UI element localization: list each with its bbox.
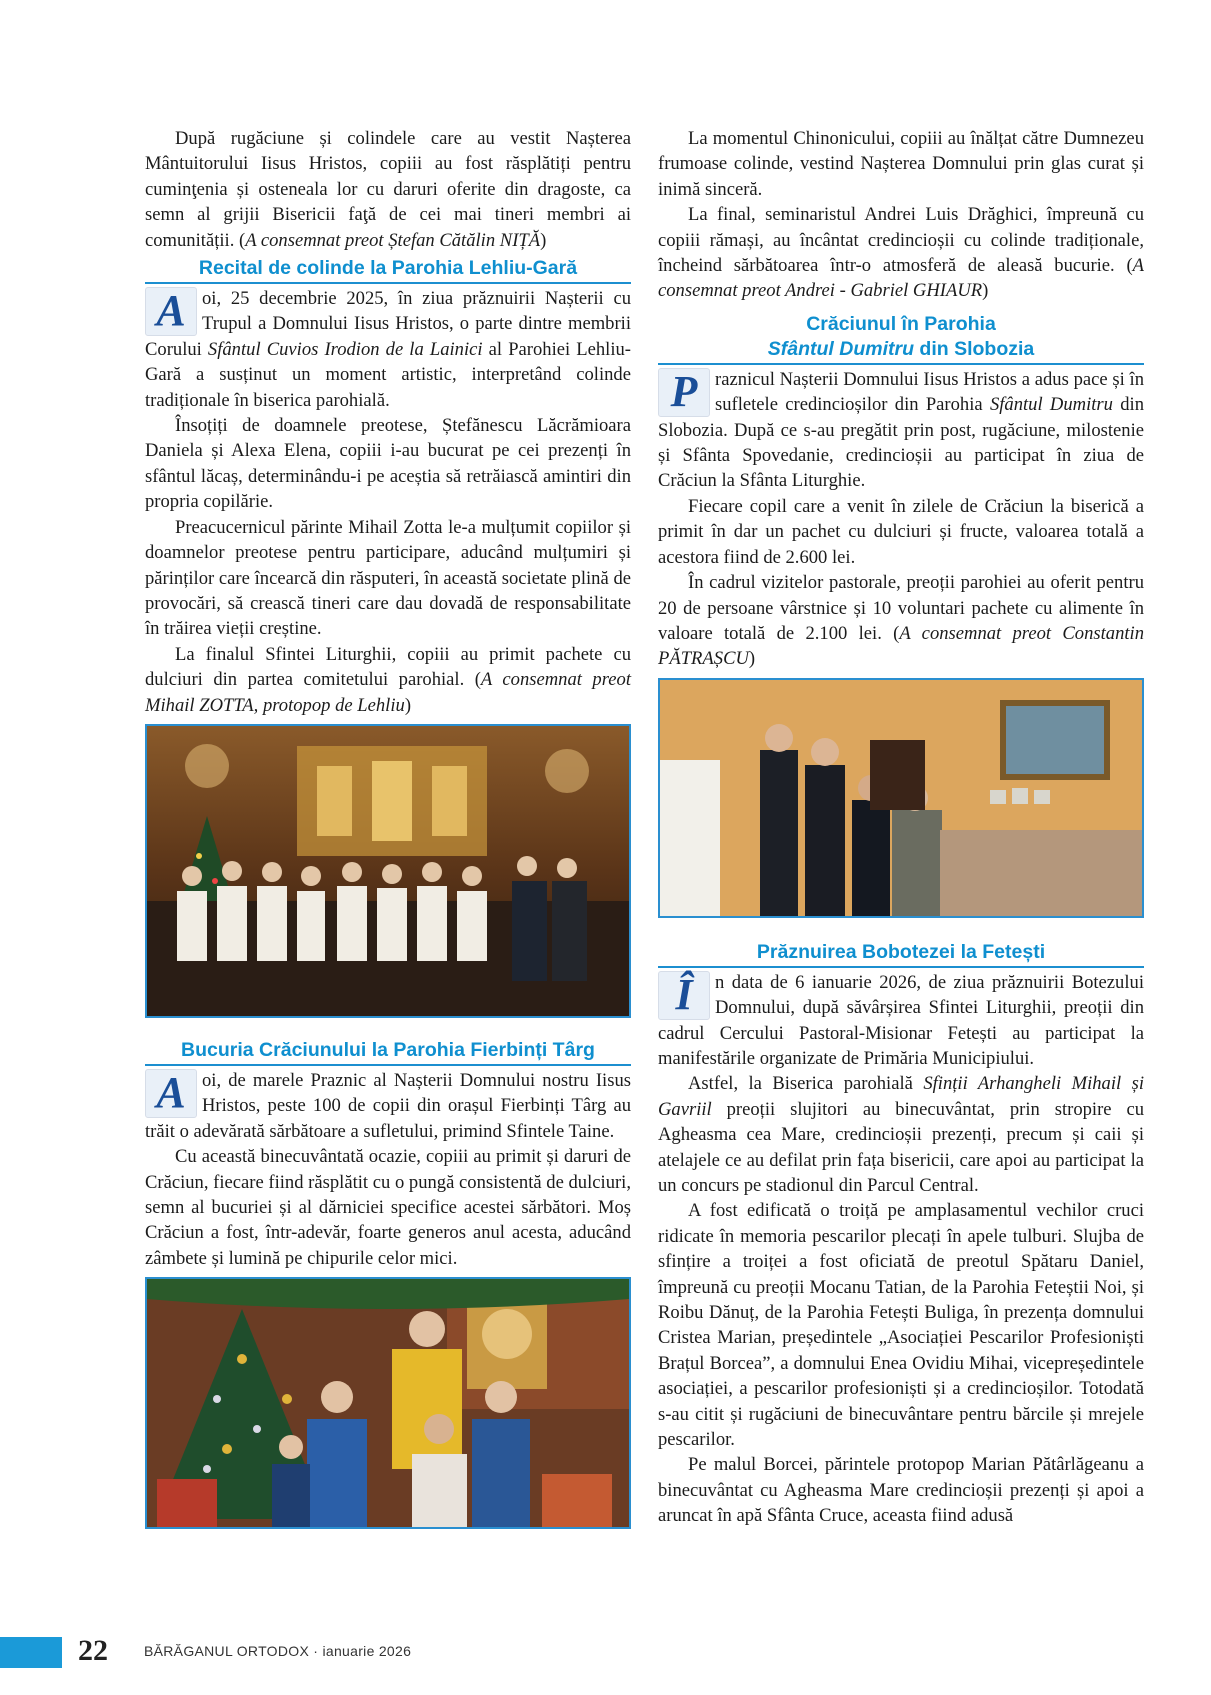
signature: A consemnat preot Constantin PĂTRAȘCU bbox=[658, 622, 1144, 670]
right-column bbox=[658, 126, 1144, 1529]
drop-cap: A bbox=[145, 287, 197, 336]
article-paragraph: Cu această binecuvântată ocazie, copiii au primit și daruri de Crăciun, fiecare fiind răsplătit cu o pungă consistentă de dulciuri, semn al bucuriei și al dărniciei specifice acestei sărbători. Moș Crăciun a fost, într-adevăr, foarte generos anul acesta, aducând zâmbete și lumină pe chipurile celor mici. bbox=[145, 1146, 631, 1269]
article-fierbinti bbox=[145, 1068, 631, 1271]
article-paragraph: Astfel, la Biserica parohială Sfinții Arhangheli Mihail și Gavriil preoții slujitori au binecuvântat, prin stropire cu Agheasma cea Mare, credincioșii prezenți, precum și caii și atelajele ce au defilat prin fața bisericii, care apoi au participat la un concurs pe stadionul din Parcul Central. bbox=[658, 1073, 1144, 1196]
drop-cap: P bbox=[658, 368, 710, 417]
signature: A consemnat preot Mihail ZOTTA, protopop de Lehliu bbox=[145, 669, 631, 716]
article-paragraph: Fiecare copil care a venit în zilele de Crăciun la biserică a primit în dar un pachet cu dulciuri și fructe, valoarea totală a acestora fiind de 2.600 lei. bbox=[658, 495, 1144, 568]
article-paragraph: A fost edificată o troiță pe amplasamentul vechilor cruci ridicate în memoria pescarilor plecați în apele tulburi. Slujba de sfințire a troiței a fost oficiată de preotul Spătaru Daniel, împreună cu preoții Mocanu Tatian, de la Parohia Feteștii Noi, și Roibu Dănuț, de la Parohia Fetești Buliga, în prezența domnului Cristea Marian, președintele „Asociației Pescarilor Profesioniști Brațul Borcea”, a domnului Enea Ovidiu Mihai, vicepreședintele asociației, a pescarilor profesioniști și a credincioșilor. Totodată s-au citit și rugăciuni de binecuvântare pentru bărcile și mrejele pescarilor. bbox=[658, 1200, 1144, 1451]
article-paragraph: oi, de marele Praznic al Nașterii Domnului nostru Iisus Hristos, peste 100 de copii din orașul Fierbinți Târg au trăit o adevărată sărbătoare a sufletului, primind Sfintele Taine. bbox=[145, 1069, 631, 1142]
publication-title: BĂRĂGANUL ORTODOX · ianuarie 2026 bbox=[144, 1643, 412, 1659]
signature: A consemnat preot Ștefan Cătălin NIȚĂ bbox=[245, 229, 541, 251]
article-paragraph: În cadrul vizitelor pastorale, preoții parohiei au oferit pentru 20 de persoane vârstnice și 10 voluntari pachete cu alimente în valoare totală de 2.100 lei. (A consemnat preot Constantin PĂTRAȘCU) bbox=[658, 572, 1144, 670]
photo-pastoral-visit bbox=[658, 678, 1144, 918]
left-column bbox=[145, 126, 631, 1529]
article-heading-slobozia-line1: Crăciunul în Parohia bbox=[806, 312, 996, 335]
article-heading-lehliu: Recital de colinde la Parohia Lehliu-Gară bbox=[145, 256, 631, 284]
article-paragraph: Preacucernicul părinte Mihail Zotta le-a mulțumit copiilor și doamnelor preotese pentru participare, aducând mulțumiri și părinților care încearcă din răsputeri, în această societate plină de provocări, să crească tineri care dau dovadă de responsabilitate în trăirea vieții creștine. bbox=[145, 516, 631, 640]
article-heading-fetesti: Prăznuirea Bobotezei la Fetești bbox=[658, 940, 1144, 968]
article-paragraph: raznicul Nașterii Domnului Iisus Hristos a adus pace și în sufletele credincioșilor din Parohia Sfântul Dumitru din Slobozia. După ce s-au pregătit prin post, rugăciune, milostenie și Sfânta Spovedanie, credincioșii au participat în ziua de Crăciun la Sfânta Liturghie. bbox=[658, 368, 1144, 492]
signature: A consemnat preot Andrei - Gabriel GHIAUR bbox=[658, 255, 1144, 302]
photo-choir-church bbox=[145, 724, 631, 1018]
article-paragraph: oi, 25 decembrie 2025, în ziua prăznuirii Nașterii cu Trupul a Domnului Iisus Hristos, o parte dintre membrii Corului Sfântul Cuvios Irodion de la Lainici al Parohiei Lehliu-Gară a susținut un moment artistic, interpretând colinde tradiționale în biserica parohială. bbox=[145, 288, 631, 411]
page-number: 22 bbox=[78, 1634, 108, 1667]
drop-cap: A bbox=[145, 1069, 197, 1118]
article-fetesti bbox=[658, 970, 1144, 1529]
photo-children-christmas-tree bbox=[145, 1277, 631, 1529]
article-heading-fierbinti: Bucuria Crăciunului la Parohia Fierbinți Târg bbox=[145, 1038, 631, 1066]
intro-paragraph: La final, seminaristul Andrei Luis Drăghici, împreună cu copiii rămași, au încântat credincioșii cu colinde tradiționale, încheind sărbătoarea într-o atmosferă de aleasă bucurie. (A consemnat preot Andrei - Gabriel GHIAUR) bbox=[658, 204, 1144, 302]
article-paragraph: n data de 6 ianuarie 2026, de ziua prăznuirii Botezului Domnului, după săvârșirea Sfintei Liturghii, preoții din cadrul Cercului Pastoral-Misionar Fetești au participat la manifestările organizate de Primăria Municipiului. bbox=[658, 971, 1144, 1069]
article-slobozia bbox=[658, 367, 1144, 672]
drop-cap: Î bbox=[658, 971, 710, 1020]
intro-paragraph: La momentul Chinonicului, copiii au înălțat către Dumnezeu frumoase colinde, vestind Nașterea Domnului prin glas curat și inimă sinceră. bbox=[658, 128, 1144, 200]
article-paragraph: Pe malul Borcei, părintele protopop Marian Pătârlăgeanu a binecuvântat cu Agheasma Mare credincioșii prezenți și apoi a aruncat în apă Sfânta Cruce, aceasta fiind adusă bbox=[658, 1454, 1144, 1527]
article-paragraph: La finalul Sfintei Liturghii, copiii au primit pachete cu dulciuri din partea comitetului parohial. (A consemnat preot Mihail ZOTTA, protopop de Lehliu) bbox=[145, 643, 631, 716]
intro-paragraph: După rugăciune și colindele care au vestit Nașterea Mântuitorului Iisus Hristos, copiii au fost răsplătiți pentru cuminţenia și osteneala lor cu daruri oferite din dragoste, ca semn al grijii Bisericii faţă de cei mai tineri membri ai comunității. (A consemnat preot Ștefan Cătălin NIȚĂ) bbox=[145, 128, 631, 251]
article-lehliu bbox=[145, 286, 631, 718]
article-heading-slobozia-line2: Sfântul Dumitru din Slobozia bbox=[658, 337, 1144, 365]
article-paragraph: Însoțiți de doamnele preotese, Ștefănescu Lăcrămioara Daniela și Alexa Elena, copiii i-au bucurat pe cei prezenți în sfântul lăcaș, determinându-i pe aceștia să retrăiască amintiri din propria copilărie. bbox=[145, 415, 631, 513]
footer-accent-bar bbox=[0, 1637, 62, 1668]
